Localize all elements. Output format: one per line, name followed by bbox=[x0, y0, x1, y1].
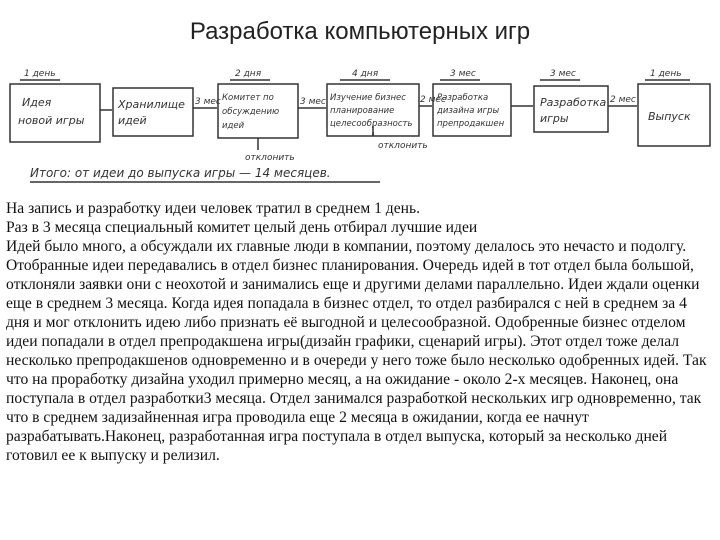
node-label: Выпуск bbox=[648, 110, 691, 123]
node-label: Хранилище bbox=[118, 98, 185, 111]
node-label: дизайна игры bbox=[437, 106, 500, 116]
node-label: Комитет по bbox=[222, 93, 274, 103]
node-label: обсуждению bbox=[222, 107, 280, 117]
paragraph: Раз в 3 месяца специальный комитет целый день отбирал лучшие идеи bbox=[6, 219, 478, 236]
node-label: идей bbox=[222, 121, 245, 131]
duration-label: 3 мес bbox=[450, 69, 476, 79]
node-label: Разработка bbox=[437, 93, 489, 103]
wait-label: 2 мес bbox=[420, 95, 446, 105]
reject-label: отклонить bbox=[245, 153, 295, 163]
duration-label: 2 дня bbox=[235, 69, 262, 79]
node-label: Изучение бизнес bbox=[330, 93, 406, 103]
duration-label: 4 дня bbox=[352, 69, 379, 79]
node-label: препродакшен bbox=[437, 119, 505, 129]
duration-label: 1 день bbox=[650, 69, 682, 79]
node-label: Идея bbox=[22, 96, 52, 109]
body-text bbox=[6, 199, 714, 465]
value-stream-sketch bbox=[0, 60, 720, 195]
node-label: планирование bbox=[330, 106, 395, 116]
node-label: идей bbox=[118, 114, 147, 127]
duration-label: 1 день bbox=[24, 69, 56, 79]
node-storage bbox=[113, 88, 193, 136]
wait-label: 3 мес bbox=[195, 97, 221, 107]
node-idea bbox=[10, 84, 100, 142]
node-label: целесообразность bbox=[330, 119, 413, 129]
node-label: Разработка bbox=[540, 96, 607, 109]
node-dev bbox=[534, 86, 608, 132]
wait-label: 3 мес bbox=[300, 97, 326, 107]
reject-label: отклонить bbox=[378, 141, 428, 151]
node-label: игры bbox=[540, 112, 569, 125]
slide-title: Разработка компьютерных игр bbox=[189, 18, 531, 45]
node-label: новой игры bbox=[18, 114, 85, 127]
duration-label: 3 мес bbox=[550, 69, 576, 79]
wait-label: 2 мес bbox=[610, 95, 636, 105]
paragraph: Идей было много, а обсуждали их главные люди в компании, поэтому делалось это нечасто и подолгу. Отобранные идеи передавались в отдел бизнес планирования. Очередь идей в тот отдел была большой, отклоняли заявки они с неохотой и занимались еще и другими делами параллельно. Идеи ждали оценки еще в среднем 3 месяца. Когда идея попадала в бизнес отдел, то отдел разбирался с ней в среднем за 4 дня и мог отклонить идею либо признать её выгодной и целесообразной. Одобренные бизнес отделом идеи попадали в отдел препродакшена игры(дизайн графики, сценарий игры). Этот отдел тоже делал несколько препродакшенов одновременно и в очереди у него тоже было несколько одобренных идей. Так что на проработку дизайна уходил примерно месяц, а на ожидание - около 2-х месяцев. Наконец, она поступала в отдел разработки3 месяца. Отдел занимался разработкой нескольких игр одновременно, так что в среднем задизайненная игра проводила еще 2 месяца в ожидании, когда ее начнут разрабатывать.Наконец, разработанная игра поступала в отдел выпуска, который за несколько дней готовил ее к выпуску и релизил. bbox=[6, 238, 707, 464]
total-note: Итого: от идеи до выпуска игры — 14 месяцев. bbox=[30, 166, 331, 180]
paragraph: На запись и разработку идеи человек тратил в среднем 1 день. bbox=[6, 200, 420, 217]
